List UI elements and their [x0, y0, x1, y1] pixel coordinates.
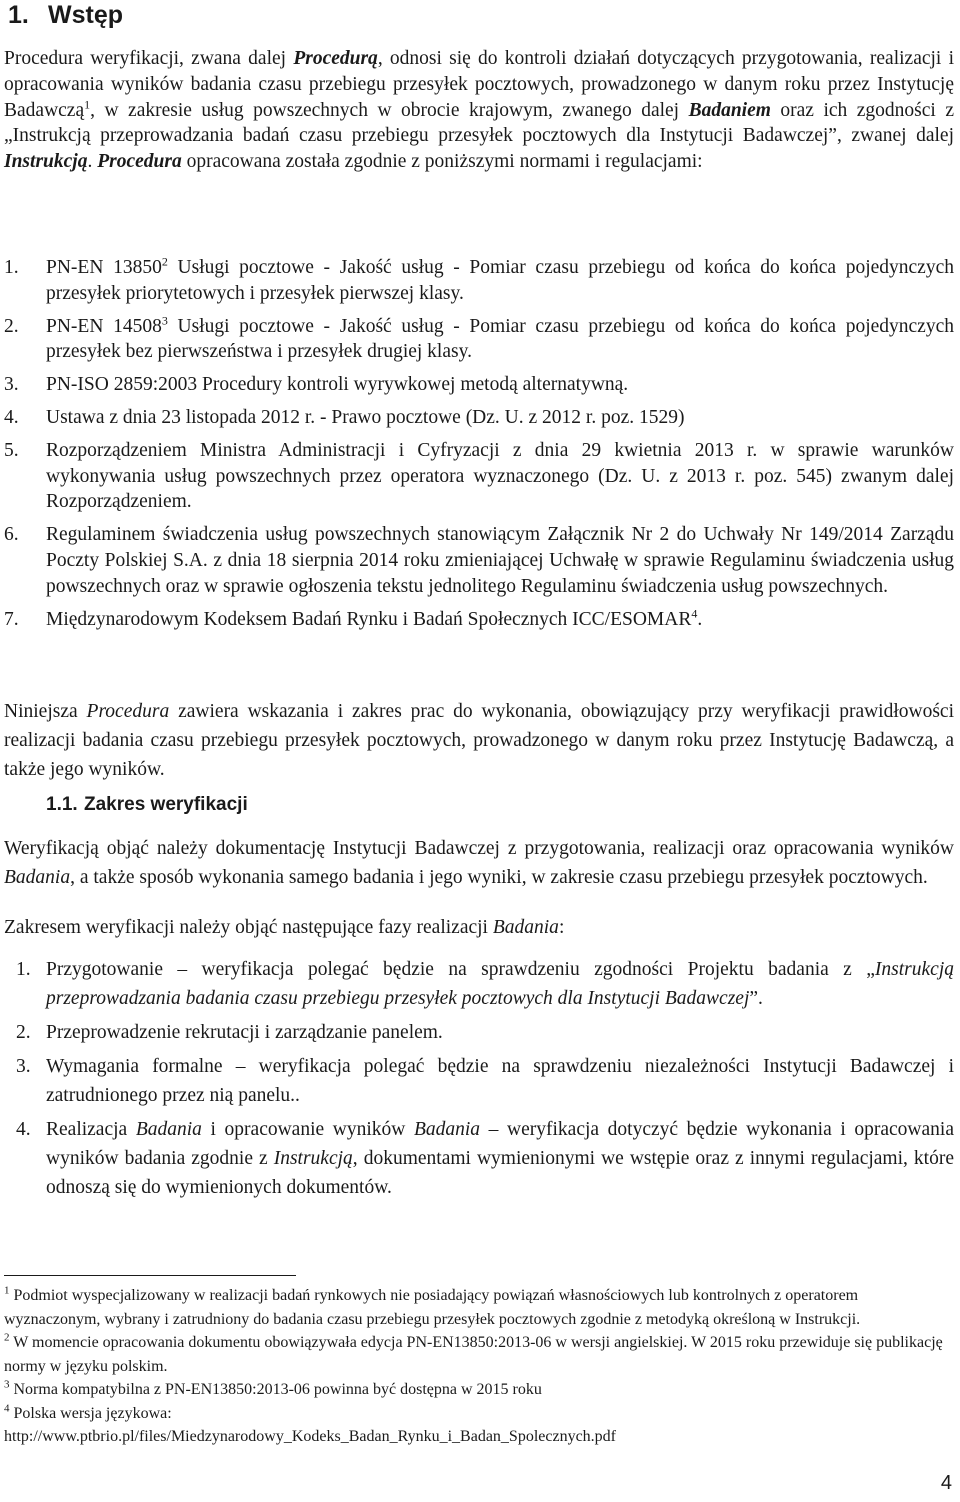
subsection-heading — [46, 792, 248, 818]
intro-text: oraz ich zgodności z „Instrukcją przeprowadzania badań czasu przebiegu przesyłek pocztowych dla Instytucji Badawczej”, zwanej dalej — [4, 99, 954, 147]
list-item-number: 7. — [4, 608, 19, 630]
subsection-title: Zakres weryfikacji — [84, 794, 248, 815]
subsection-number: 1.1. — [46, 794, 78, 815]
term-badania: Badania — [4, 867, 71, 888]
intro-text: . — [87, 151, 98, 173]
footnote-text: Podmiot wyspecjalizowany w realizacji badań rynkowych nie posiadający powiązań własnościowych lub kontrolnych z operatorem wyznaczonym, wybrany i zatrudniony do badania czasu przebiegu przesyłek pocztowych zgodnie z metodyką określoną w Instrukcji. — [4, 1287, 861, 1328]
list-item-text: Międzynarodowym Kodeksem Badań Rynku i Badań Społecznych ICC/ESOMAR — [46, 608, 692, 630]
intro-text: Procedura weryfikacji, zwana dalej — [4, 48, 294, 69]
list-item-number: 2. — [16, 1022, 31, 1043]
footnote-divider — [4, 1275, 296, 1276]
term-badania: Badania — [413, 1119, 481, 1140]
footnote-4 — [4, 1402, 954, 1426]
scope-paragraph — [4, 697, 954, 784]
list-item-text: ”. — [749, 988, 763, 1009]
list-item-text: Przygotowanie – weryfikacja polegać będzie na sprawdzeniu zgodności Projektu badania z „ — [46, 959, 875, 980]
standards-list — [0, 255, 954, 639]
paragraph-text: Weryfikacją objąć należy dokumentację Instytucji Badawczej z przygotowania, realizacji oraz opracowania wyników — [4, 838, 954, 859]
term-procedura: Procedurą — [293, 48, 378, 69]
list-item-text: Usługi pocztowe - Jakość usług - Pomiar czasu przebiegu od końca do końca pojedynczych przesyłek priorytetowych i przesyłek pierwszej klasy. — [46, 257, 954, 304]
list-item-number: 3. — [16, 1056, 31, 1077]
section-heading — [8, 0, 123, 30]
footnote-1 — [4, 1284, 954, 1331]
list-item — [0, 314, 954, 366]
term-instrukcja: Instrukcją — [273, 1148, 353, 1169]
footnote-ref-1[interactable]: 1 — [84, 97, 91, 112]
list-item-text: Przeprowadzenie rekrutacji i zarządzanie panelem. — [46, 1022, 443, 1043]
intro-text: , w zakresie usług powszechnych w obrocie krajowym, zwanego dalej — [90, 99, 689, 121]
phases-list — [0, 955, 954, 1207]
list-item-text: i opracowanie wyników — [201, 1119, 414, 1140]
list-item-number: 1. — [16, 959, 31, 980]
term-badaniem: Badaniem — [688, 99, 771, 121]
list-item-text: Ustawa z dnia 23 listopada 2012 r. - Prawo pocztowe (Dz. U. z 2012 r. poz. 1529) — [46, 406, 685, 428]
term-badania: Badania — [492, 917, 559, 938]
list-item-number: 2. — [4, 315, 19, 337]
footnote-2 — [4, 1331, 954, 1378]
footnote-ref-4[interactable]: 4 — [691, 606, 698, 621]
list-item — [0, 405, 954, 431]
footnote-text: Norma kompatybilna z PN-EN13850:2013-06 powinna być dostępna w 2015 roku — [9, 1381, 542, 1398]
term-instrukcja: Instrukcją — [4, 151, 88, 173]
list-item-number: 3. — [4, 374, 19, 396]
footnote-ref-3[interactable]: 3 — [161, 313, 168, 328]
list-item-number: 6. — [4, 524, 19, 546]
list-item — [0, 522, 954, 599]
list-item-text: Rozporządzeniem Ministra Administracji i Cyfryzacji z dnia 29 kwietnia 2013 r. w sprawie warunków wykonywania usług powszechnych przez operatora wyznaczonego (Dz. U. z 2013 r. poz. 545) zwanym dalej Rozporządzeniem. — [46, 439, 954, 513]
footnote-link[interactable]: http://www.ptbrio.pl/files/Miedzynarodowy_Kodeks_Badan_Rynku_i_Badan_Spolecznych.pdf — [4, 1428, 616, 1445]
footnote-text: W momencie opracowania dokumentu obowiązywała edycja PN-EN13850:2013-06 w wersji angielskiej. W 2015 roku przewiduje się publikację normy w języku polskim. — [4, 1334, 943, 1375]
list-item-text: PN-EN 14508 — [46, 315, 162, 337]
list-item-number: 4. — [16, 1119, 31, 1140]
phases-intro — [4, 915, 954, 941]
list-item-text: – weryfikacja dotyczyć będzie wykonania i opracowania wyników badania zgodnie z — [46, 1119, 954, 1169]
list-item-text: PN-ISO 2859:2003 Procedury kontroli wyrywkowej metodą alternatywną. — [46, 374, 629, 396]
list-item-text: , dokumentami wymienionymi we wstępie oraz z innymi regulacjami, które odnoszą się do wymienionych dokumentów. — [46, 1148, 954, 1198]
footnote-3 — [4, 1378, 954, 1402]
paragraph-text: zawiera wskazania i zakres prac do wykonania, obowiązujący przy weryfikacji prawidłowości realizacji badania czasu przebiegu przesyłek pocztowych, prowadzonego w danym roku przez Instytucję Badawczą, a także jego wyników. — [4, 701, 955, 780]
paragraph-text: Niniejsza — [4, 701, 87, 722]
list-item — [0, 255, 954, 307]
list-item — [0, 438, 954, 515]
footnote-marker: 3 — [4, 1378, 10, 1391]
footnote-ref-2[interactable]: 2 — [161, 254, 168, 269]
list-item — [0, 955, 954, 1013]
footnote-marker: 4 — [4, 1402, 10, 1415]
paragraph-text: , a także sposób wykonania samego badania i jego wyniki, w zakresie czasu przebiegu przesyłek pocztowych. — [70, 867, 928, 888]
list-item-number: 5. — [4, 439, 19, 461]
term-procedura: Procedura — [97, 151, 182, 173]
intro-text: opracowana została zgodnie z poniższymi normami i regulacjami: — [181, 151, 703, 173]
list-item-text: Usługi pocztowe - Jakość usług - Pomiar czasu przebiegu od końca do końca pojedynczych przesyłek bez pierwszeństwa i przesyłek drugiej klasy. — [46, 315, 954, 363]
list-item-text: Realizacja — [46, 1119, 136, 1140]
list-item-text: Regulaminem świadczenia usług powszechnych stanowiącym Załącznik Nr 2 do Uchwały Nr 149/2014 Zarządu Poczty Polskiej S.A. z dnia 18 sierpnia 2014 roku zmieniającej Uchwałę w sprawie Regulaminu świadczenia usług powszechnych oraz w sprawie ogłoszenia tekstu jednolitego Regulaminu świadczenia usług powszechnych. — [46, 524, 954, 597]
footnote-marker: 2 — [4, 1331, 10, 1344]
footnotes — [4, 1284, 954, 1449]
term-procedura: Procedura — [86, 701, 170, 722]
verification-paragraph — [4, 834, 954, 892]
list-item-text: PN-EN 13850 — [46, 257, 162, 278]
list-item-number: 4. — [4, 406, 19, 428]
list-item — [0, 1115, 954, 1202]
page-number: 4 — [940, 1472, 952, 1494]
list-item-text: . — [697, 608, 703, 630]
list-item-number: 1. — [4, 257, 19, 278]
term-instrukcja: Instrukcją przeprowadzania badania czasu przebiegu przesyłek pocztowych dla Instytucji Badawczej — [46, 959, 954, 1009]
footnote-text: Polska wersja językowa: — [9, 1404, 172, 1422]
paragraph-text: : — [558, 917, 565, 938]
section-title: Wstęp — [48, 1, 123, 29]
list-item — [0, 372, 954, 398]
term-badania: Badania — [135, 1119, 202, 1140]
intro-text: , odnosi się do kontroli działań dotyczących przygotowania, realizacji i opracowania wyników badania czasu przebiegu przesyłek pocztowych, prowadzonego w danym roku przez Instytucję Badawczą — [4, 48, 954, 121]
list-item — [0, 1052, 954, 1110]
intro-paragraph — [4, 46, 954, 175]
section-number: 1. — [8, 1, 29, 29]
footnote-marker: 1 — [4, 1284, 10, 1297]
list-item — [0, 607, 954, 633]
paragraph-text: Zakresem weryfikacji należy objąć następujące fazy realizacji — [4, 917, 493, 938]
footnote-4-url[interactable] — [4, 1425, 954, 1449]
list-item — [0, 1018, 954, 1047]
list-item-text: Wymagania formalne – weryfikacja polegać będzie na sprawdzeniu niezależności Instytucji Badawczej i zatrudnionego przez nią panelu.. — [46, 1056, 954, 1106]
